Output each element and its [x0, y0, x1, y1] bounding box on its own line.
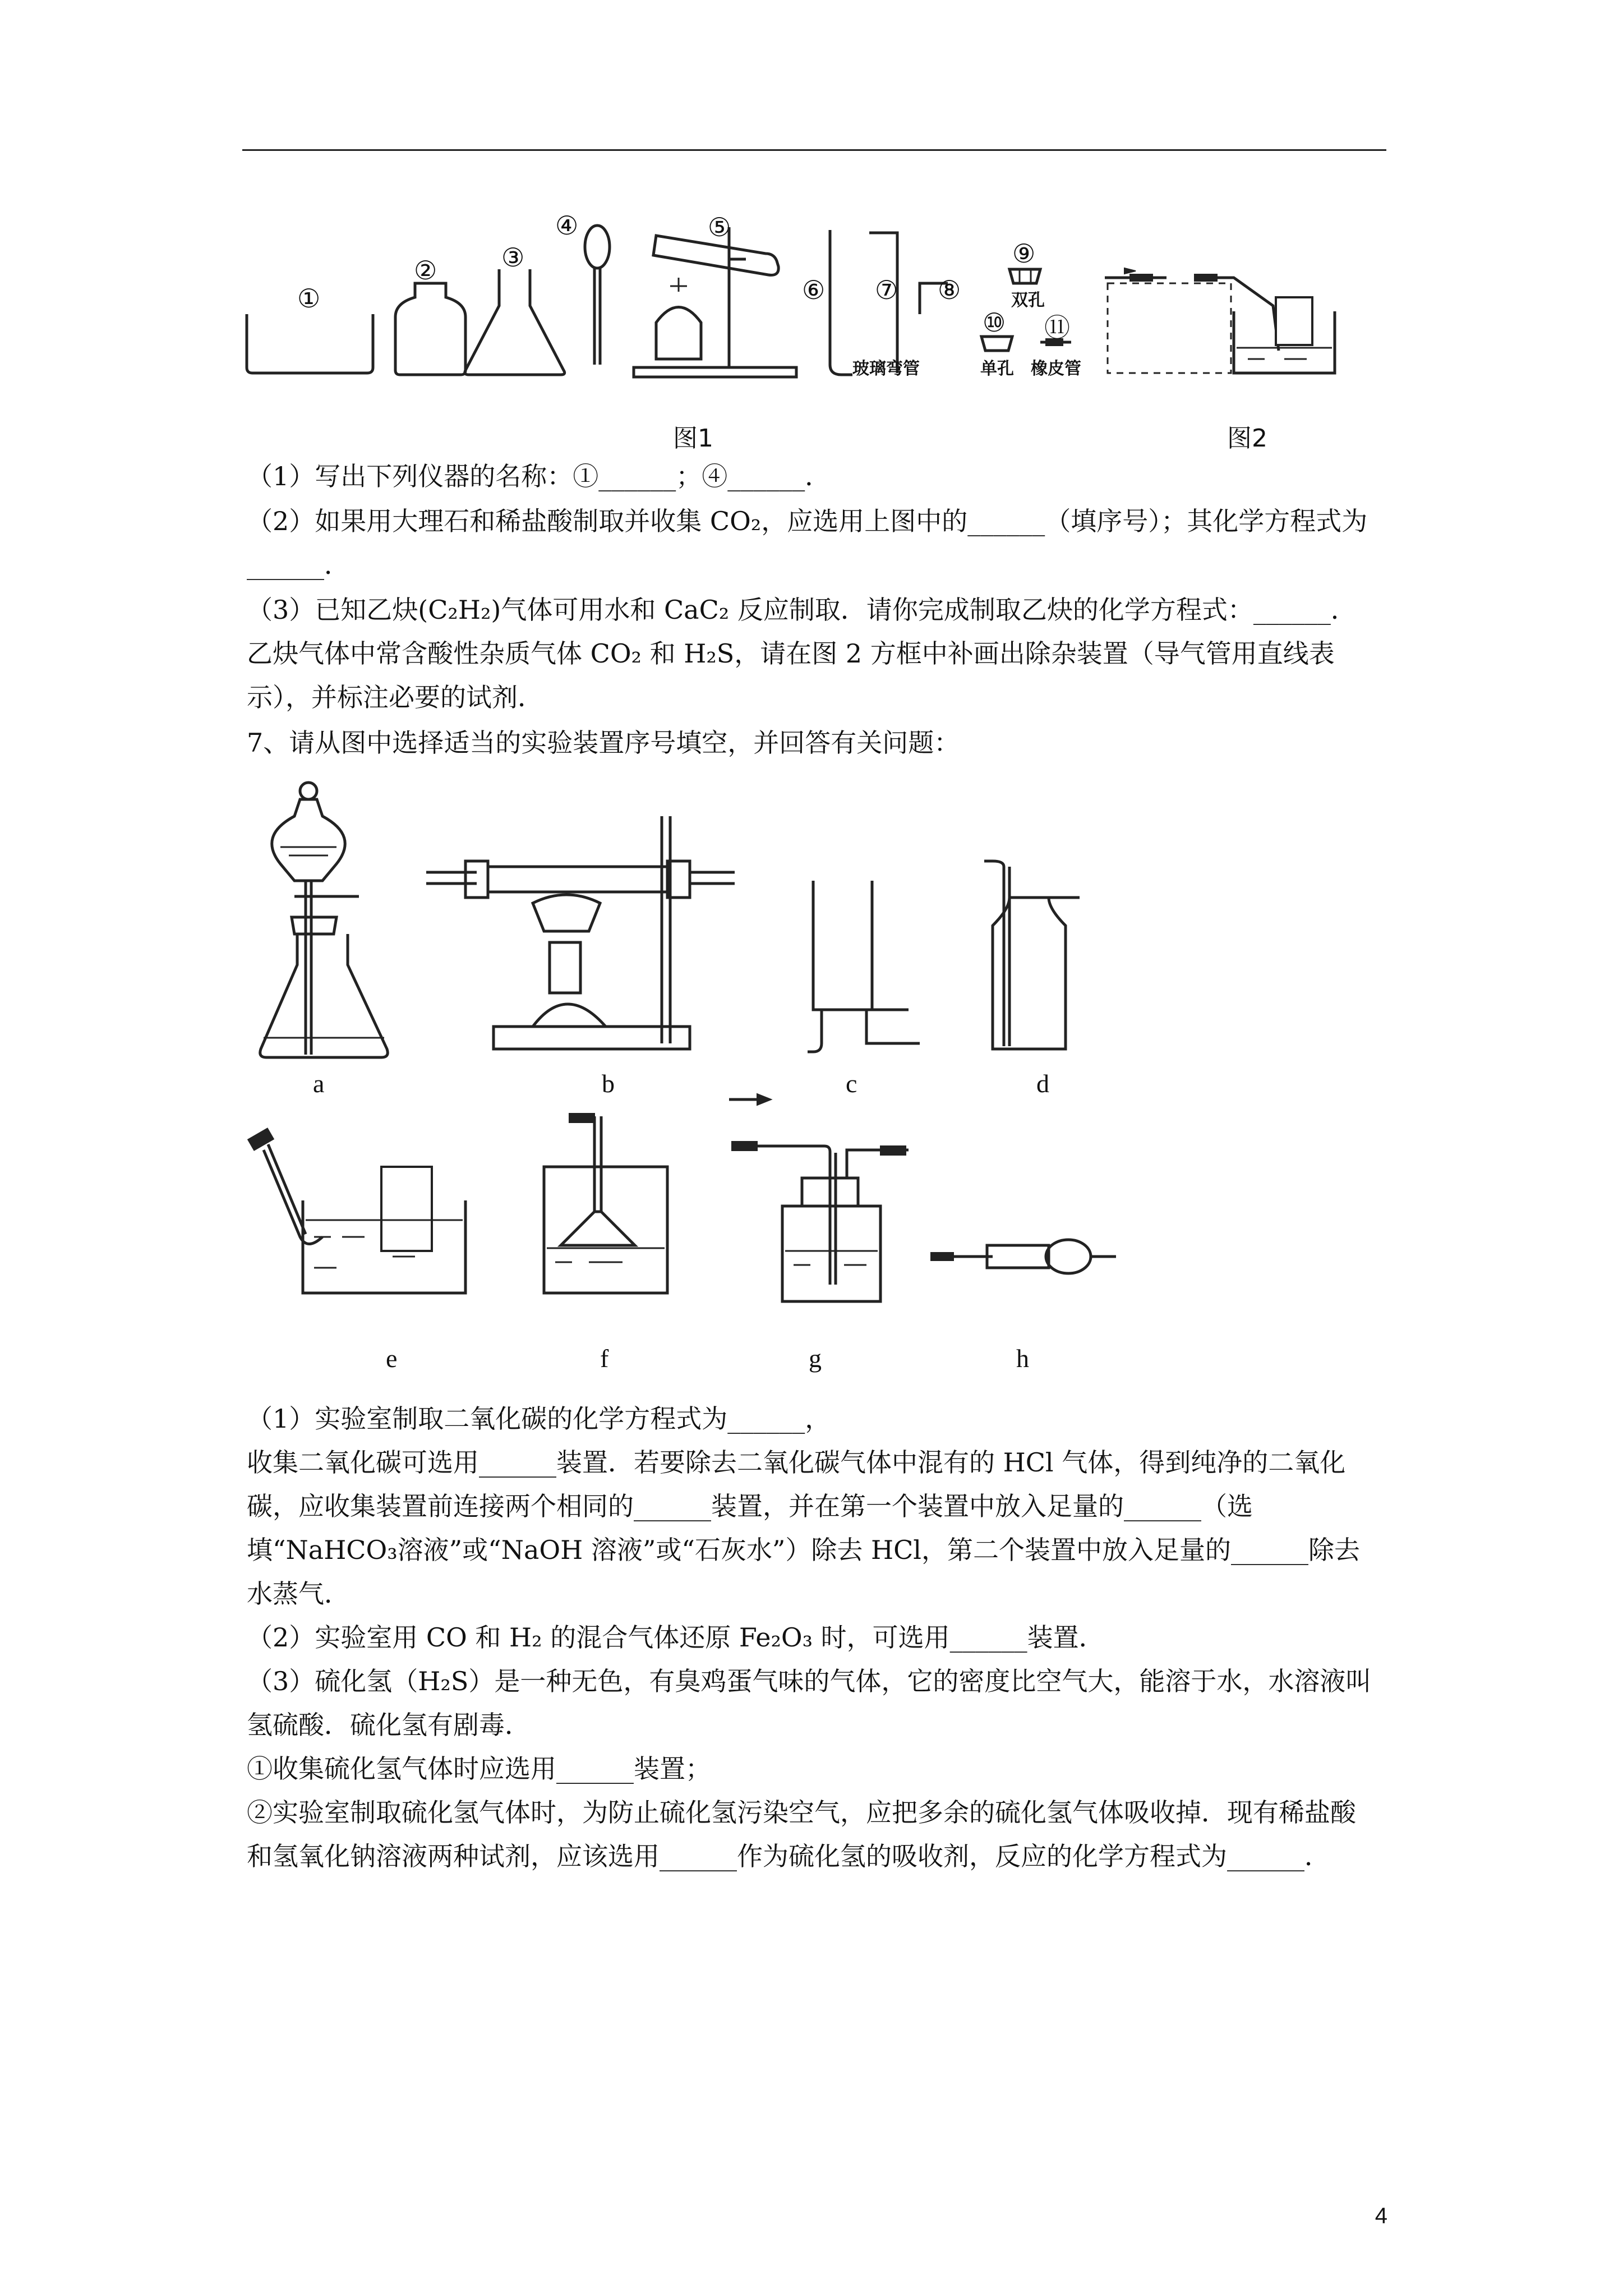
double-hole-stopper-shape [1009, 269, 1040, 283]
q7-part3b: ②实验室制取硫化氢气体时，为防止硫化氢污染空气，应把多余的硫化氢气体吸收掉．现有稀盐酸和氢氧化钠溶液两种试剂，应该选用______作为硫化氢的吸收剂，反应的化学方程式为______． [247, 1797, 1356, 1871]
funnel-bulb-shape [585, 226, 610, 268]
e-bottle-shape [381, 1167, 432, 1251]
q7-apparatus-drawing [0, 763, 1623, 1380]
c-bottle-shape [813, 881, 872, 1010]
q7-part2: （2）实验室用 CO 和 H₂ 的混合气体还原 Fe₂O₃ 时，可选用______装置． [247, 1622, 1105, 1653]
a-flask-shape [260, 934, 388, 1057]
label-c: c [846, 1069, 857, 1098]
label-d: d [1036, 1069, 1049, 1098]
q6-part3: （3）已知乙炔(C₂H₂)气体可用水和 CaC₂ 反应制取．请你完成制取乙炔的化学方程式：______．乙炔气体中常含酸性杂质气体 CO₂ 和 H₂S，请在图 2 方框中补画出除杂装置（导气管用直线表示），并标注必要的试剂． [247, 595, 1357, 712]
q7-part1b: 收集二氧化碳可选用______装置．若要除去二氧化碳气体中混有的 HCl 气体，得到纯净的二氧化碳，应收集装置前连接两个相同的______装置，并在第一个装置中放入足量的______（选填“NaHCO₃溶液”或“NaOH 溶液”或“石灰水”）除去 HCl，第二个装置中放入足量的______除去水蒸气． [247, 1447, 1361, 1609]
funnel-stem-shape [594, 268, 600, 365]
bottle-shape [395, 283, 465, 375]
caption-fig2: 图2 [1227, 424, 1267, 453]
double-hole-label: 双孔 [1011, 291, 1045, 310]
glass-tube-label: 玻璃弯管 [852, 359, 920, 379]
label-g: g [809, 1344, 822, 1373]
b-flame-shape [533, 895, 600, 931]
label-h: h [1016, 1344, 1029, 1373]
q6-part2: （2）如果用大理石和稀盐酸制取并收集 CO₂，应选用上图中的______（填序号）；其化学方程式为______． [247, 506, 1368, 580]
stand-base-shape [634, 367, 796, 377]
q7-title: 7、请从图中选择适当的实验装置序号填空，并回答有关问题： [247, 728, 960, 758]
single-hole-stopper-shape [981, 337, 1012, 351]
single-hole-label: 单孔 [980, 359, 1014, 379]
figure-1-drawing [0, 0, 1623, 449]
label-e: e [386, 1344, 398, 1373]
bent-tube-6-shape [830, 230, 852, 375]
trough-shape [247, 314, 373, 373]
rubber-tube-label: 橡皮管 [1031, 359, 1081, 379]
caption-fig1: 图1 [673, 424, 713, 453]
fig2-bottle-shape [1276, 297, 1312, 345]
q6-part1: （1）写出下列仪器的名称：①______；④______． [247, 461, 831, 491]
conical-flask-shape [465, 269, 565, 375]
delivery-tube-shape [1217, 278, 1279, 351]
page-number: 4 [1375, 2203, 1387, 2228]
dashed-box-shape [1108, 283, 1231, 373]
f-inverted-funnel-shape [561, 1212, 635, 1245]
a-funnel-shape [272, 799, 345, 881]
f-beaker-shape [544, 1167, 667, 1293]
q7-part1a: （1）实验室制取二氧化碳的化学方程式为______， [247, 1404, 831, 1434]
label-b: b [602, 1069, 615, 1098]
q7-part3: （3）硫化氢（H₂S）是一种无色，有臭鸡蛋气味的气体，它的密度比空气大，能溶于水，水溶液叫氢硫酸．硫化氢有剧毒． [247, 1666, 1372, 1740]
alcohol-lamp-shape [656, 307, 701, 360]
label-f: f [600, 1344, 609, 1373]
label-a: a [313, 1069, 325, 1098]
q7-part3a: ①收集硫化氢气体时应选用______装置； [247, 1754, 711, 1784]
